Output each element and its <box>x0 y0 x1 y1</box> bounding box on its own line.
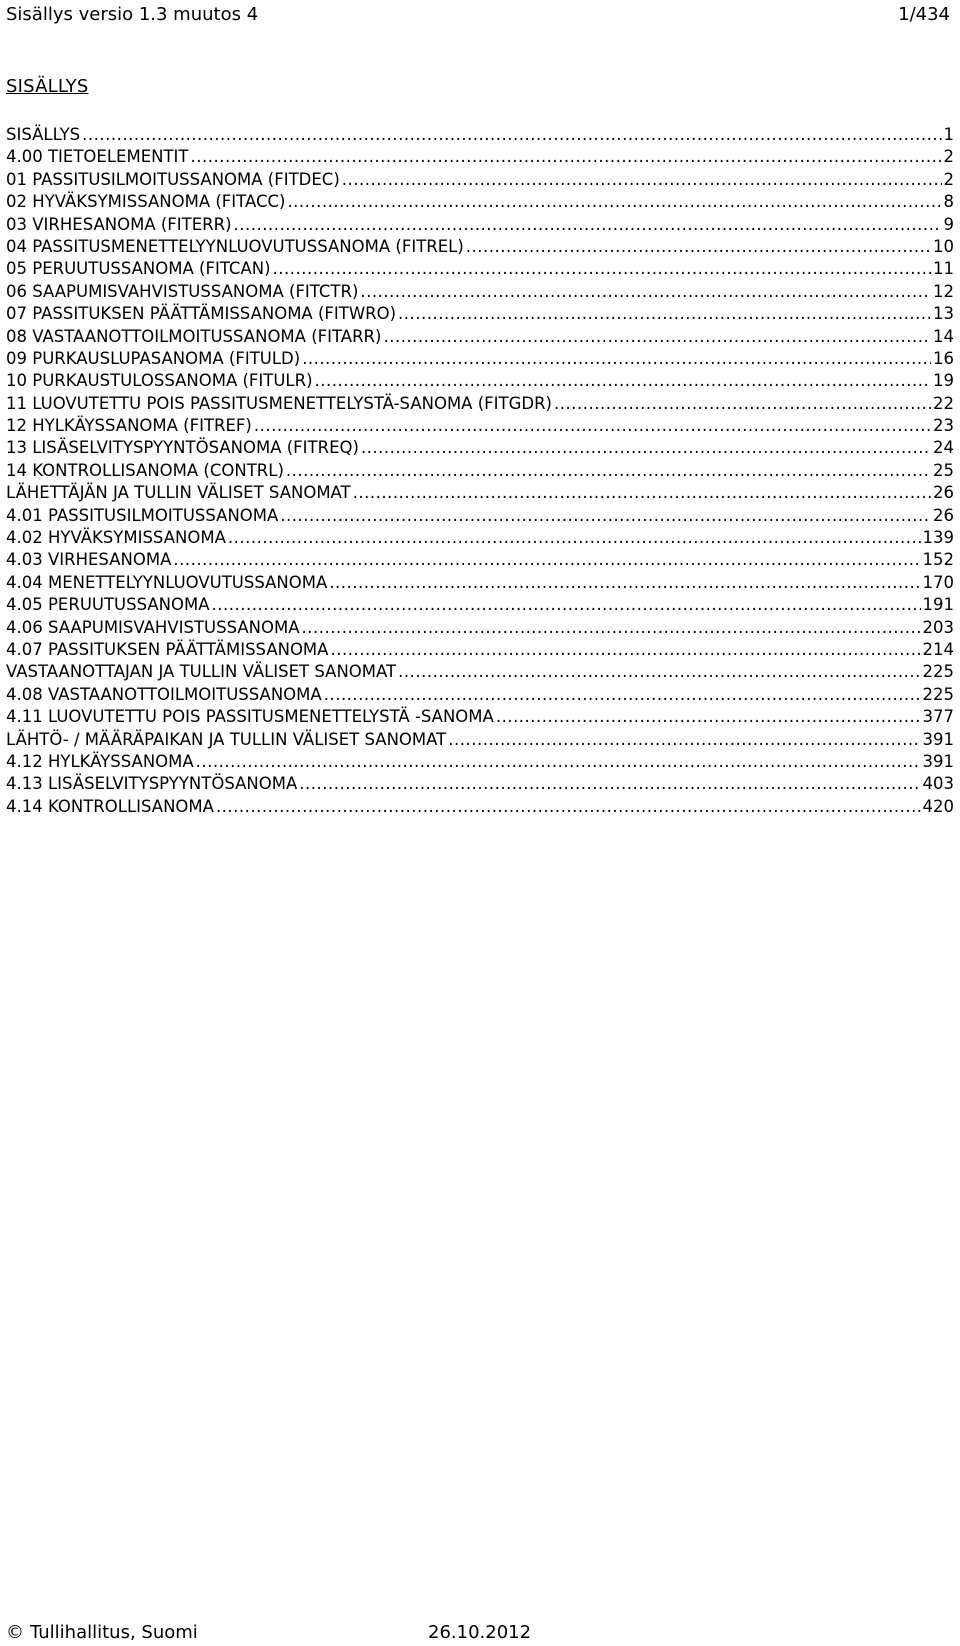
toc-dot-leader <box>234 214 942 236</box>
toc-dot-leader <box>353 482 931 504</box>
toc-entry-title: 11 LUOVUTETTU POIS PASSITUSMENETTELYSTÄ-SANOMA (FITGDR) <box>6 393 552 413</box>
toc-entry-title: 09 PURKAUSLUPASANOMA (FITULD) <box>6 348 301 368</box>
toc-entry-page: 12 <box>933 281 954 301</box>
toc-entry[interactable] <box>6 482 954 504</box>
toc-dot-leader <box>329 572 920 594</box>
toc-entry[interactable] <box>6 661 954 683</box>
toc-dot-leader <box>448 729 920 751</box>
toc-entry-title: 4.07 PASSITUKSEN PÄÄTTÄMISSANOMA <box>6 639 329 659</box>
toc-entry-page: 22 <box>933 393 954 413</box>
toc-entry-page: 377 <box>922 707 954 727</box>
toc-entry-title: SISÄLLYS <box>6 125 81 144</box>
toc-entry[interactable] <box>6 437 954 459</box>
toc-dot-leader <box>315 370 931 392</box>
toc-entry-title: 4.01 PASSITUSILMOITUSSANOMA <box>6 505 279 525</box>
toc-dot-leader <box>196 751 921 773</box>
toc-entry-page: 10 <box>933 236 954 256</box>
toc-entry-page: 9 <box>943 214 954 234</box>
toc-entry-page: 152 <box>922 550 954 570</box>
toc-entry[interactable] <box>6 527 954 549</box>
toc-entry-page: 191 <box>922 595 954 615</box>
toc-dot-leader <box>216 796 921 818</box>
toc-dot-leader <box>280 505 931 527</box>
toc-entry-title: 10 PURKAUSTULOSSANOMA (FITULR) <box>6 371 313 391</box>
toc-entry-page: 170 <box>922 572 954 592</box>
toc-entry-page: 391 <box>922 751 954 771</box>
toc-entry[interactable] <box>6 326 954 348</box>
toc-entry[interactable] <box>6 773 954 795</box>
toc-entry-page: 2 <box>943 169 954 189</box>
toc-entry-title: 02 HYVÄKSYMISSANOMA (FITACC) <box>6 192 286 212</box>
toc-entry[interactable] <box>6 258 954 280</box>
toc-dot-leader <box>273 258 931 280</box>
page-footer <box>6 1620 532 1644</box>
page-header <box>6 2 950 26</box>
toc-dot-leader <box>228 527 921 549</box>
toc-entry-title: 4.08 VASTAANOTTOILMOITUSSANOMA <box>6 684 322 704</box>
toc-entry[interactable] <box>6 214 954 236</box>
toc-entry[interactable] <box>6 281 954 303</box>
toc-entry[interactable] <box>6 572 954 594</box>
toc-entry-page: 420 <box>922 796 954 816</box>
toc-entry[interactable] <box>6 191 954 213</box>
page-number: 1/434 <box>898 3 950 25</box>
toc-dot-leader <box>466 236 931 258</box>
toc-dot-leader <box>286 460 931 482</box>
toc-entry[interactable] <box>6 796 954 818</box>
table-of-contents <box>6 124 954 818</box>
toc-entry-title: LÄHETTÄJÄN JA TULLIN VÄLISET SANOMAT <box>6 483 351 503</box>
toc-dot-leader <box>360 281 931 303</box>
toc-entry-page: 225 <box>922 684 954 704</box>
toc-entry[interactable] <box>6 639 954 661</box>
toc-dot-leader <box>554 393 931 415</box>
toc-entry-title: 05 PERUUTUSSANOMA (FITCAN) <box>6 259 271 279</box>
toc-entry-title: 4.06 SAAPUMISVAHVISTUSSANOMA <box>6 617 300 637</box>
toc-entry-title: 04 PASSITUSMENETTELYYNLUOVUTUSSANOMA (FITREL) <box>6 236 464 256</box>
toc-entry-page: 214 <box>922 639 954 659</box>
toc-entry-page: 203 <box>922 617 954 637</box>
toc-entry-title: 06 SAAPUMISVAHVISTUSSANOMA (FITCTR) <box>6 281 359 301</box>
toc-entry[interactable] <box>6 393 954 415</box>
toc-entry-page: 25 <box>933 460 954 480</box>
toc-heading: SISÄLLYS <box>6 76 89 97</box>
organization-name: Tullihallitus, Suomi <box>30 1621 198 1643</box>
toc-entry[interactable] <box>6 169 954 191</box>
toc-entry-page: 23 <box>933 416 954 436</box>
toc-dot-leader <box>287 191 941 213</box>
toc-dot-leader <box>398 661 920 683</box>
toc-entry-title: 4.05 PERUUTUSSANOMA <box>6 595 210 615</box>
toc-dot-leader <box>361 437 931 459</box>
toc-entry[interactable] <box>6 124 954 146</box>
toc-entry[interactable] <box>6 303 954 325</box>
toc-entry-title: 4.14 KONTROLLISANOMA <box>6 796 214 816</box>
toc-entry-title: 4.00 TIETOELEMENTIT <box>6 147 189 167</box>
toc-entry[interactable] <box>6 415 954 437</box>
toc-entry-title: 13 LISÄSELVITYSPYYNTÖSANOMA (FITREQ) <box>6 438 359 458</box>
toc-entry-page: 11 <box>933 259 954 279</box>
toc-entry-page: 2 <box>943 147 954 167</box>
toc-entry[interactable] <box>6 236 954 258</box>
toc-dot-leader <box>302 617 921 639</box>
document-version: Sisällys versio 1.3 muutos 4 <box>6 3 259 25</box>
toc-dot-leader <box>383 326 931 348</box>
toc-entry[interactable] <box>6 706 954 728</box>
toc-entry-page: 139 <box>922 528 954 548</box>
document-date: 26.10.2012 <box>428 1621 532 1643</box>
toc-entry-title: 4.12 HYLKÄYSSANOMA <box>6 751 194 771</box>
toc-entry-page: 24 <box>933 438 954 458</box>
toc-dot-leader <box>299 773 920 795</box>
toc-entry-page: 391 <box>922 729 954 749</box>
toc-entry[interactable] <box>6 594 954 616</box>
toc-dot-leader <box>173 549 920 571</box>
toc-entry-title: 4.03 VIRHESANOMA <box>6 550 172 570</box>
copyright-icon: © <box>6 1621 24 1643</box>
toc-entry-page: 19 <box>933 371 954 391</box>
toc-dot-leader <box>254 415 931 437</box>
toc-entry-page: 8 <box>943 192 954 212</box>
toc-entry-title: 14 KONTROLLISANOMA (CONTRL) <box>6 460 284 480</box>
toc-entry[interactable] <box>6 460 954 482</box>
toc-entry-title: 4.13 LISÄSELVITYSPYYNTÖSANOMA <box>6 774 298 794</box>
toc-entry-page: 26 <box>933 483 954 503</box>
toc-entry[interactable] <box>6 684 954 706</box>
toc-dot-leader <box>342 169 942 191</box>
toc-entry-page: 26 <box>933 505 954 525</box>
toc-entry[interactable] <box>6 617 954 639</box>
copyright <box>6 1622 198 1643</box>
toc-entry[interactable] <box>6 348 954 370</box>
toc-dot-leader <box>496 706 921 728</box>
toc-entry-title: VASTAANOTTAJAN JA TULLIN VÄLISET SANOMAT <box>6 662 397 682</box>
toc-dot-leader <box>302 348 931 370</box>
toc-dot-leader <box>330 639 920 661</box>
toc-entry[interactable] <box>6 751 954 773</box>
toc-entry-title: 4.04 MENETTELYYNLUOVUTUSSANOMA <box>6 572 328 592</box>
toc-entry-page: 403 <box>922 774 954 794</box>
toc-entry[interactable] <box>6 729 954 751</box>
toc-dot-leader <box>212 594 921 616</box>
toc-entry-title: 4.11 LUOVUTETTU POIS PASSITUSMENETTELYSTÄ -SANOMA <box>6 707 494 727</box>
toc-entry-title: 03 VIRHESANOMA (FITERR) <box>6 214 232 234</box>
toc-dot-leader <box>82 124 941 146</box>
toc-entry[interactable] <box>6 146 954 168</box>
toc-entry-title: 12 HYLKÄYSSANOMA (FITREF) <box>6 416 252 436</box>
toc-dot-leader <box>324 684 921 706</box>
toc-entry-page: 225 <box>922 662 954 682</box>
toc-entry[interactable] <box>6 370 954 392</box>
toc-entry-title: 01 PASSITUSILMOITUSSANOMA (FITDEC) <box>6 169 340 189</box>
toc-entry[interactable] <box>6 549 954 571</box>
toc-entry-title: 08 VASTAANOTTOILMOITUSSANOMA (FITARR) <box>6 326 382 346</box>
toc-dot-leader <box>398 303 931 325</box>
toc-entry-page: 1 <box>943 125 954 144</box>
toc-entry-title: LÄHTÖ- / MÄÄRÄPAIKAN JA TULLIN VÄLISET SANOMAT <box>6 729 447 749</box>
toc-dot-leader <box>191 146 942 168</box>
toc-entry[interactable] <box>6 505 954 527</box>
toc-entry-title: 07 PASSITUKSEN PÄÄTTÄMISSANOMA (FITWRO) <box>6 304 397 324</box>
toc-entry-page: 13 <box>933 304 954 324</box>
toc-entry-page: 16 <box>933 348 954 368</box>
toc-entry-page: 14 <box>933 326 954 346</box>
toc-entry-title: 4.02 HYVÄKSYMISSANOMA <box>6 528 226 548</box>
